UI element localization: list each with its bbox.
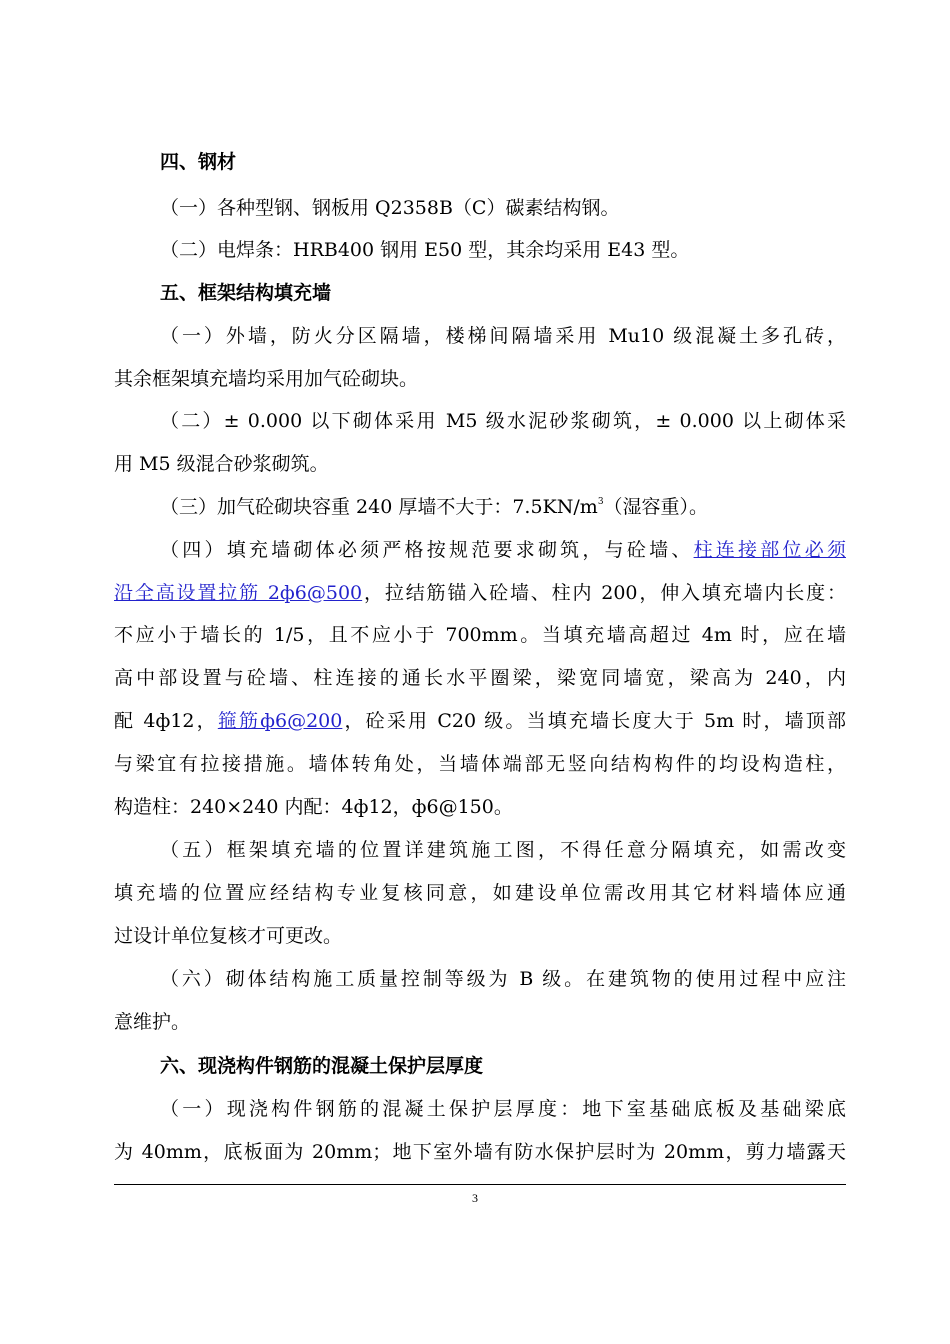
section-4-heading: 四、钢材 xyxy=(160,151,237,173)
paragraph-5-4-text: （四）填充墙砌体必须严格按规范要求砌筑，与砼墙、 xyxy=(160,539,694,561)
rebar-link-2[interactable]: 沿全高设置拉筋 2ф6@500 xyxy=(114,582,363,604)
paragraph-5-1-line-1: （一）外墙，防火分区隔墙，楼梯间隔墙采用 Mu10 级混凝土多孔砖， xyxy=(160,325,846,347)
section-5-heading: 五、框架结构填充墙 xyxy=(160,282,332,304)
rebar-link-1[interactable]: 柱连接部位必须 xyxy=(693,539,846,561)
paragraph-5-4-line-2 xyxy=(114,581,846,605)
paragraph-5-4-line-6: 与梁宜有拉接措施。墙体转角处，当墙体端部无竖向结构构件的均设构造柱， xyxy=(114,753,846,775)
superscript-3: 3 xyxy=(597,497,604,507)
paragraph-5-4-text-2: ，拉结筋锚入砼墙、柱内 200，伸入填充墙内长度： xyxy=(362,582,846,604)
section-6-heading: 六、现浇构件钢筋的混凝土保护层厚度 xyxy=(160,1055,484,1077)
paragraph-5-2-line-2: 用 M5 级混合砂浆砌筑。 xyxy=(114,453,329,475)
paragraph-4-1: （一）各种型钢、钢板用 Q2358B（C）碳素结构钢。 xyxy=(160,197,620,219)
stirrup-link[interactable]: 箍筋ф6@200 xyxy=(217,710,343,732)
paragraph-5-2-line-1: （二）± 0.000 以下砌体采用 M5 级水泥砂浆砌筑，± 0.000 以上砌体采 xyxy=(160,410,846,432)
paragraph-5-1-line-2: 其余框架填充墙均采用加气砼砌块。 xyxy=(114,368,419,390)
paragraph-5-4-line-5 xyxy=(114,709,846,733)
paragraph-5-4-line-7: 构造柱：240×240 内配：4ф12，ф6@150。 xyxy=(114,796,513,818)
footer-divider xyxy=(114,1184,846,1185)
paragraph-5-3-tail: （湿容重）。 xyxy=(603,496,709,518)
paragraph-5-4-text-5b: ，砼采用 C20 级。当填充墙长度大于 5m 时，墙顶部 xyxy=(342,710,846,732)
paragraph-5-5-line-3: 过设计单位复核才可更改。 xyxy=(114,925,343,947)
paragraph-5-4-line-3: 不应小于墙长的 1/5，且不应小于 700mm。当填充墙高超过 4m 时，应在墙 xyxy=(114,624,846,646)
paragraph-5-4-line-4: 高中部设置与砼墙、柱连接的通长水平圈梁，梁宽同墙宽，梁高为 240，内 xyxy=(114,667,846,689)
paragraph-5-6-line-2: 意维护。 xyxy=(114,1011,191,1033)
paragraph-5-5-line-1: （五）框架填充墙的位置详建筑施工图，不得任意分隔填充，如需改变 xyxy=(160,839,846,861)
paragraph-5-3-text: （三）加气砼砌块容重 240 厚墙不大于：7.5KN/m xyxy=(160,496,598,518)
paragraph-5-3 xyxy=(160,495,846,519)
paragraph-5-6-line-1: （六）砌体结构施工质量控制等级为 B 级。在建筑物的使用过程中应注 xyxy=(160,968,846,990)
paragraph-5-4-line-1 xyxy=(160,538,846,562)
paragraph-5-4-text-5a: 配 4ф12， xyxy=(114,710,218,732)
paragraph-6-1-line-1: （一）现浇构件钢筋的混凝土保护层厚度：地下室基础底板及基础梁底 xyxy=(160,1098,846,1120)
page-number: 3 xyxy=(472,1191,478,1205)
paragraph-5-5-line-2: 填充墙的位置应经结构专业复核同意，如建设单位需改用其它材料墙体应通 xyxy=(114,882,846,904)
paragraph-4-2: （二）电焊条：HRB400 钢用 E50 型，其余均采用 E43 型。 xyxy=(160,239,690,261)
paragraph-6-1-line-2: 为 40mm，底板面为 20mm；地下室外墙有防水保护层时为 20mm，剪力墙露天 xyxy=(114,1141,846,1163)
